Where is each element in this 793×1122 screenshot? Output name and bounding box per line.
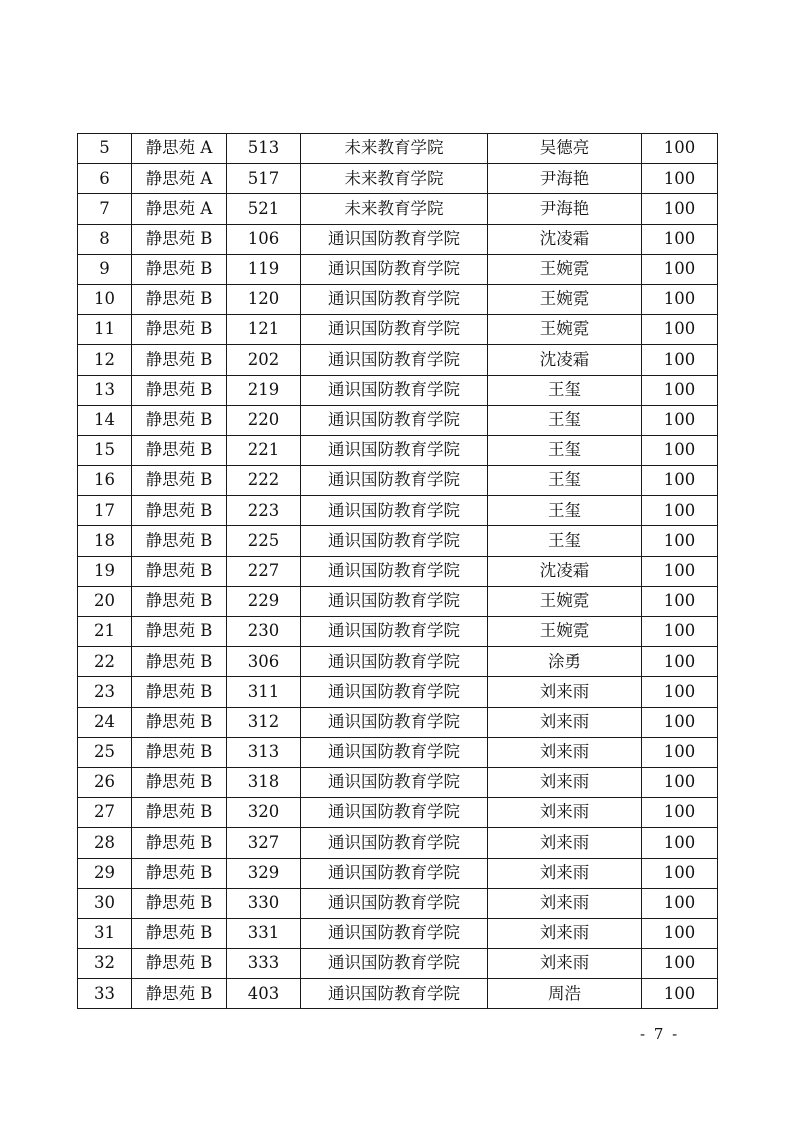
college-cell: 通识国防教育学院 (301, 496, 488, 526)
table-row (78, 949, 718, 979)
college-cell: 未来教育学院 (301, 164, 488, 194)
row-index-cell: 17 (78, 496, 132, 526)
table-row (78, 707, 718, 737)
room-number-cell: 311 (227, 677, 301, 707)
score-cell: 100 (642, 526, 718, 556)
name-cell: 尹海艳 (488, 164, 642, 194)
table-row (78, 405, 718, 435)
score-cell: 100 (642, 224, 718, 254)
building-cell: 静思苑 B (132, 345, 227, 375)
college-cell: 通识国防教育学院 (301, 586, 488, 616)
row-index-cell: 18 (78, 526, 132, 556)
room-number-cell: 120 (227, 284, 301, 314)
name-cell: 王玺 (488, 375, 642, 405)
score-cell: 100 (642, 888, 718, 918)
room-number-cell: 517 (227, 164, 301, 194)
table-row (78, 284, 718, 314)
name-cell: 王婉霓 (488, 284, 642, 314)
name-cell: 周浩 (488, 979, 642, 1009)
score-cell: 100 (642, 979, 718, 1009)
college-cell: 通识国防教育学院 (301, 526, 488, 556)
score-cell: 100 (642, 466, 718, 496)
room-number-cell: 521 (227, 194, 301, 224)
name-cell: 王玺 (488, 496, 642, 526)
building-cell: 静思苑 B (132, 435, 227, 465)
score-cell: 100 (642, 375, 718, 405)
name-cell: 王婉霓 (488, 617, 642, 647)
name-cell: 王玺 (488, 405, 642, 435)
building-cell: 静思苑 B (132, 526, 227, 556)
row-index-cell: 7 (78, 194, 132, 224)
table-row (78, 224, 718, 254)
name-cell: 沈凌霜 (488, 556, 642, 586)
score-cell: 100 (642, 858, 718, 888)
table-row (78, 888, 718, 918)
score-cell: 100 (642, 737, 718, 767)
row-index-cell: 6 (78, 164, 132, 194)
college-cell: 通识国防教育学院 (301, 828, 488, 858)
college-cell: 通识国防教育学院 (301, 556, 488, 586)
college-cell: 通识国防教育学院 (301, 979, 488, 1009)
college-cell: 通识国防教育学院 (301, 858, 488, 888)
building-cell: 静思苑 B (132, 949, 227, 979)
score-cell: 100 (642, 707, 718, 737)
building-cell: 静思苑 B (132, 586, 227, 616)
college-cell: 通识国防教育学院 (301, 647, 488, 677)
row-index-cell: 19 (78, 556, 132, 586)
table-row (78, 435, 718, 465)
score-cell: 100 (642, 918, 718, 948)
dormitory-score-table-container (77, 133, 717, 1009)
room-number-cell: 227 (227, 556, 301, 586)
table-row (78, 526, 718, 556)
building-cell: 静思苑 B (132, 828, 227, 858)
page-number: - 7 - (640, 1025, 680, 1043)
table-row (78, 767, 718, 797)
table-row (78, 315, 718, 345)
score-cell: 100 (642, 617, 718, 647)
row-index-cell: 28 (78, 828, 132, 858)
room-number-cell: 230 (227, 617, 301, 647)
table-row (78, 345, 718, 375)
room-number-cell: 202 (227, 345, 301, 375)
college-cell: 通识国防教育学院 (301, 224, 488, 254)
row-index-cell: 16 (78, 466, 132, 496)
building-cell: 静思苑 B (132, 737, 227, 767)
table-row (78, 677, 718, 707)
table-row (78, 254, 718, 284)
college-cell: 通识国防教育学院 (301, 918, 488, 948)
row-index-cell: 30 (78, 888, 132, 918)
score-cell: 100 (642, 435, 718, 465)
table-row (78, 164, 718, 194)
table-row (78, 375, 718, 405)
college-cell: 通识国防教育学院 (301, 254, 488, 284)
row-index-cell: 9 (78, 254, 132, 284)
row-index-cell: 29 (78, 858, 132, 888)
building-cell: 静思苑 B (132, 858, 227, 888)
room-number-cell: 106 (227, 224, 301, 254)
college-cell: 通识国防教育学院 (301, 949, 488, 979)
college-cell: 通识国防教育学院 (301, 315, 488, 345)
room-number-cell: 327 (227, 828, 301, 858)
score-cell: 100 (642, 949, 718, 979)
row-index-cell: 23 (78, 677, 132, 707)
room-number-cell: 225 (227, 526, 301, 556)
building-cell: 静思苑 B (132, 284, 227, 314)
college-cell: 通识国防教育学院 (301, 798, 488, 828)
name-cell: 尹海艳 (488, 194, 642, 224)
room-number-cell: 333 (227, 949, 301, 979)
score-cell: 100 (642, 254, 718, 284)
building-cell: 静思苑 B (132, 979, 227, 1009)
score-cell: 100 (642, 556, 718, 586)
table-row (78, 798, 718, 828)
college-cell: 通识国防教育学院 (301, 677, 488, 707)
table-row (78, 134, 718, 164)
row-index-cell: 32 (78, 949, 132, 979)
table-row (78, 918, 718, 948)
college-cell: 通识国防教育学院 (301, 767, 488, 797)
building-cell: 静思苑 B (132, 918, 227, 948)
room-number-cell: 229 (227, 586, 301, 616)
row-index-cell: 11 (78, 315, 132, 345)
room-number-cell: 222 (227, 466, 301, 496)
name-cell: 沈凌霜 (488, 224, 642, 254)
building-cell: 静思苑 B (132, 224, 227, 254)
row-index-cell: 10 (78, 284, 132, 314)
row-index-cell: 27 (78, 798, 132, 828)
score-cell: 100 (642, 767, 718, 797)
college-cell: 通识国防教育学院 (301, 405, 488, 435)
score-cell: 100 (642, 405, 718, 435)
building-cell: 静思苑 B (132, 556, 227, 586)
score-cell: 100 (642, 586, 718, 616)
building-cell: 静思苑 B (132, 647, 227, 677)
name-cell: 吴德亮 (488, 134, 642, 164)
building-cell: 静思苑 B (132, 496, 227, 526)
score-cell: 100 (642, 677, 718, 707)
building-cell: 静思苑 B (132, 798, 227, 828)
name-cell: 刘来雨 (488, 918, 642, 948)
table-row (78, 556, 718, 586)
row-index-cell: 22 (78, 647, 132, 677)
building-cell: 静思苑 B (132, 375, 227, 405)
table-row (78, 858, 718, 888)
building-cell: 静思苑 B (132, 677, 227, 707)
building-cell: 静思苑 B (132, 315, 227, 345)
dormitory-score-table (77, 133, 718, 1009)
score-cell: 100 (642, 828, 718, 858)
college-cell: 通识国防教育学院 (301, 888, 488, 918)
college-cell: 未来教育学院 (301, 194, 488, 224)
room-number-cell: 219 (227, 375, 301, 405)
building-cell: 静思苑 B (132, 888, 227, 918)
college-cell: 通识国防教育学院 (301, 345, 488, 375)
name-cell: 刘来雨 (488, 707, 642, 737)
name-cell: 王玺 (488, 526, 642, 556)
college-cell: 通识国防教育学院 (301, 284, 488, 314)
name-cell: 刘来雨 (488, 888, 642, 918)
room-number-cell: 318 (227, 767, 301, 797)
table-row (78, 979, 718, 1009)
name-cell: 刘来雨 (488, 767, 642, 797)
room-number-cell: 119 (227, 254, 301, 284)
name-cell: 沈凌霜 (488, 345, 642, 375)
college-cell: 通识国防教育学院 (301, 617, 488, 647)
score-cell: 100 (642, 345, 718, 375)
building-cell: 静思苑 B (132, 707, 227, 737)
score-cell: 100 (642, 647, 718, 677)
name-cell: 王玺 (488, 435, 642, 465)
table-row (78, 194, 718, 224)
room-number-cell: 306 (227, 647, 301, 677)
name-cell: 刘来雨 (488, 677, 642, 707)
table-row (78, 586, 718, 616)
room-number-cell: 312 (227, 707, 301, 737)
row-index-cell: 21 (78, 617, 132, 647)
table-row (78, 496, 718, 526)
building-cell: 静思苑 B (132, 617, 227, 647)
row-index-cell: 13 (78, 375, 132, 405)
building-cell: 静思苑 B (132, 254, 227, 284)
name-cell: 王玺 (488, 466, 642, 496)
table-row (78, 828, 718, 858)
row-index-cell: 26 (78, 767, 132, 797)
score-cell: 100 (642, 496, 718, 526)
row-index-cell: 33 (78, 979, 132, 1009)
building-cell: 静思苑 B (132, 466, 227, 496)
name-cell: 刘来雨 (488, 798, 642, 828)
name-cell: 刘来雨 (488, 828, 642, 858)
room-number-cell: 320 (227, 798, 301, 828)
college-cell: 通识国防教育学院 (301, 375, 488, 405)
table-row (78, 617, 718, 647)
row-index-cell: 15 (78, 435, 132, 465)
score-cell: 100 (642, 798, 718, 828)
building-cell: 静思苑 A (132, 134, 227, 164)
building-cell: 静思苑 A (132, 194, 227, 224)
row-index-cell: 24 (78, 707, 132, 737)
room-number-cell: 330 (227, 888, 301, 918)
table-row (78, 647, 718, 677)
row-index-cell: 12 (78, 345, 132, 375)
row-index-cell: 5 (78, 134, 132, 164)
college-cell: 通识国防教育学院 (301, 435, 488, 465)
score-cell: 100 (642, 164, 718, 194)
college-cell: 通识国防教育学院 (301, 707, 488, 737)
room-number-cell: 329 (227, 858, 301, 888)
table-row (78, 737, 718, 767)
room-number-cell: 331 (227, 918, 301, 948)
room-number-cell: 403 (227, 979, 301, 1009)
building-cell: 静思苑 B (132, 767, 227, 797)
room-number-cell: 313 (227, 737, 301, 767)
row-index-cell: 14 (78, 405, 132, 435)
room-number-cell: 221 (227, 435, 301, 465)
building-cell: 静思苑 A (132, 164, 227, 194)
name-cell: 刘来雨 (488, 858, 642, 888)
room-number-cell: 220 (227, 405, 301, 435)
building-cell: 静思苑 B (132, 405, 227, 435)
table-body (78, 134, 718, 1009)
name-cell: 王婉霓 (488, 315, 642, 345)
name-cell: 王婉霓 (488, 586, 642, 616)
table-row (78, 466, 718, 496)
room-number-cell: 121 (227, 315, 301, 345)
name-cell: 王婉霓 (488, 254, 642, 284)
name-cell: 涂勇 (488, 647, 642, 677)
college-cell: 通识国防教育学院 (301, 466, 488, 496)
score-cell: 100 (642, 315, 718, 345)
row-index-cell: 8 (78, 224, 132, 254)
row-index-cell: 31 (78, 918, 132, 948)
row-index-cell: 25 (78, 737, 132, 767)
row-index-cell: 20 (78, 586, 132, 616)
college-cell: 未来教育学院 (301, 134, 488, 164)
name-cell: 刘来雨 (488, 949, 642, 979)
room-number-cell: 223 (227, 496, 301, 526)
score-cell: 100 (642, 284, 718, 314)
score-cell: 100 (642, 134, 718, 164)
room-number-cell: 513 (227, 134, 301, 164)
name-cell: 刘来雨 (488, 737, 642, 767)
score-cell: 100 (642, 194, 718, 224)
college-cell: 通识国防教育学院 (301, 737, 488, 767)
